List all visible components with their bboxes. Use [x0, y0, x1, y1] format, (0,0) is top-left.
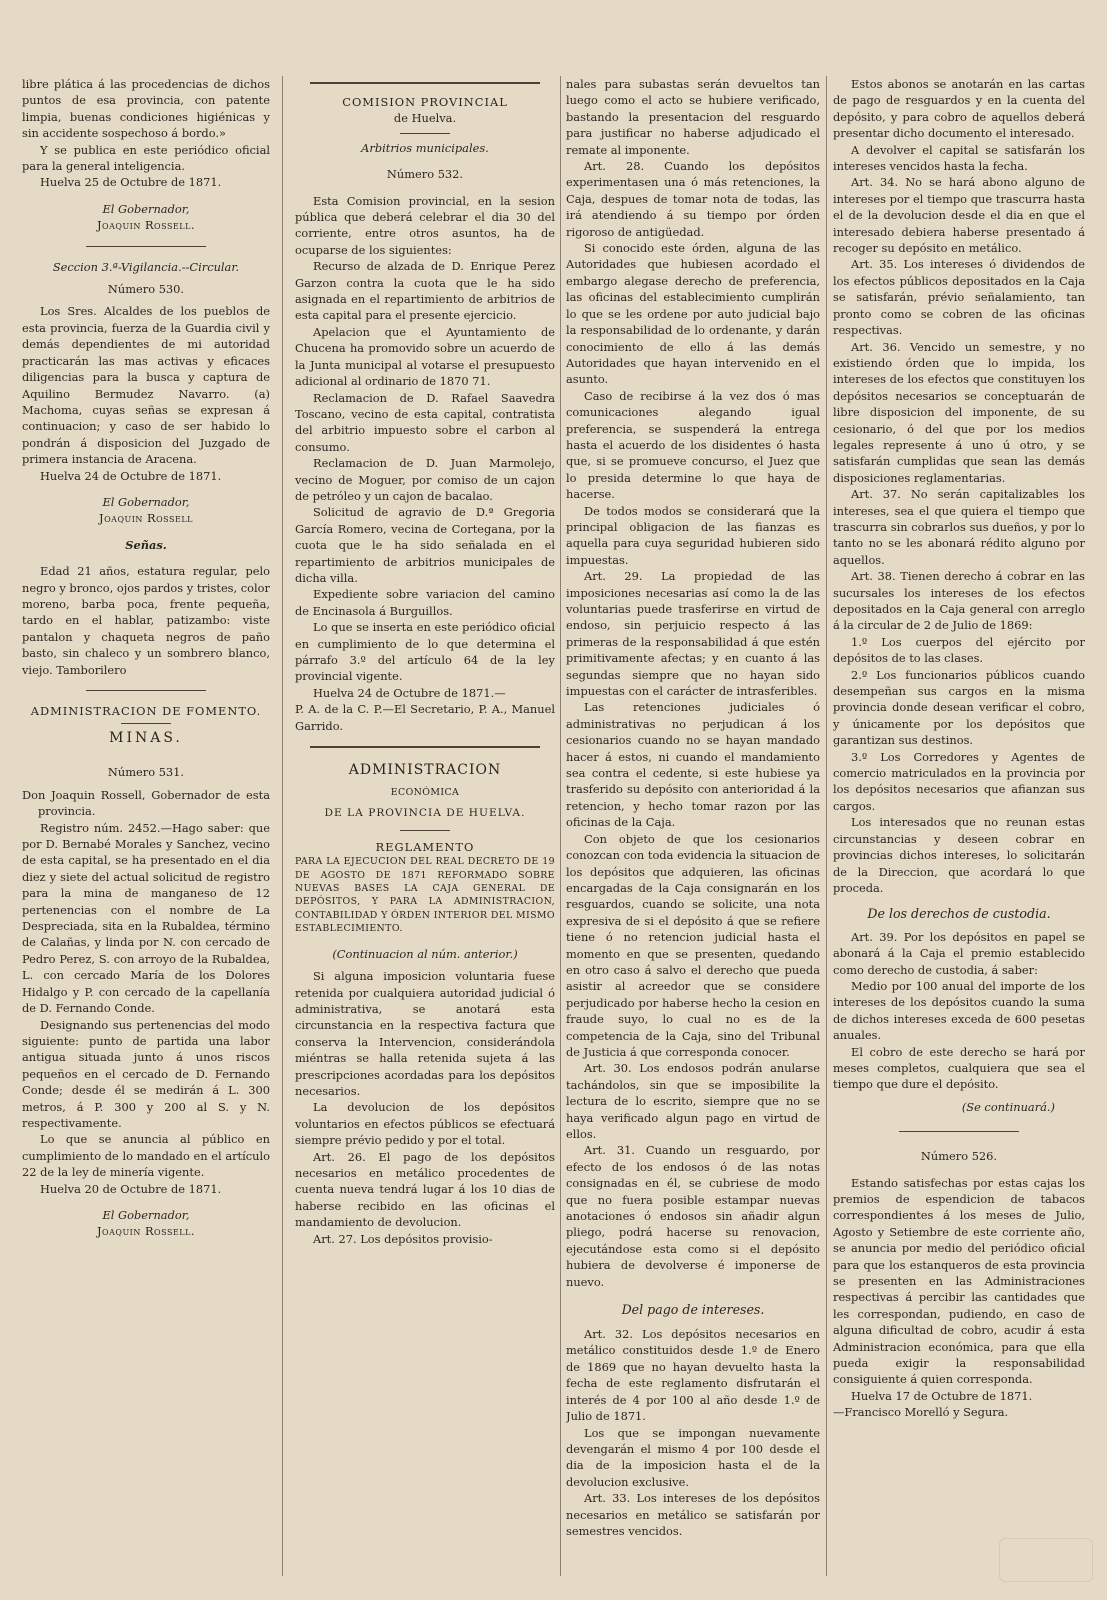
- section-heading: ADMINISTRACION: [348, 762, 502, 779]
- article: Art. 39. Por los depósitos en papel se abonará á la Caja el premio establecido como derecho de custodia, á saber:: [833, 929, 1085, 977]
- article: Art. 37. No serán capitalizables los intereses, sea el que quiera el tiempo que trascurra sin cobrarlos sus dueños, y por lo tanto no se les abonará rédito alguno por aquellos.: [833, 487, 1085, 567]
- signature-name: Joaquin Rossell.: [96, 1224, 196, 1239]
- section-heading: ADMINISTRACION DE FOMENTO.: [30, 704, 262, 718]
- paragraph: El cobro de este derecho se hará por meses completos, cualquiera que sea el tiempo que dure el depósito.: [833, 1044, 1085, 1092]
- paragraph: Solicitud de agravio de D.ª Gregoria García Romero, vecina de Cortegana, por la cuota que le ha sido señalada en el repartimiento de arbitrios municipales de dicha villa.: [295, 505, 555, 585]
- notice-number: Número 532.: [386, 167, 464, 182]
- paragraph: Reclamacion de D. Juan Marmolejo, vecino de Moguer, por comiso de un cajon de petróleo y un cajon de bacalao.: [295, 456, 555, 503]
- section-heading: Señas.: [125, 537, 167, 552]
- article: Art. 34. No se hará abono alguno de intereses por el tiempo que trascurra hasta el de la devolucion desde el dia en que el interesado debiera haberse presentado á recoger su depósito en metálico.: [833, 175, 1085, 256]
- article: Art. 31. Cuando un resguardo, por efecto de los endosos ó de las notas consignadas en él, se cubriese de modo que no fuera posible estampar nuevas anotaciones ó endosos sin añadir algun pliego, podrá hacerse su renovacion, ejecutándose esta como si el depósito hubiera de devolverse é imponerse de nuevo.: [566, 1143, 820, 1289]
- column-1: [22, 76, 270, 1240]
- continuation-note: (Continuacion al núm. anterior.): [332, 946, 518, 961]
- paragraph: La devolucion de los depósitos voluntarios en efectos públicos se efectuará siempre prévio pedido y por el total.: [295, 1100, 555, 1148]
- section-heading: COMISION PROVINCIAL: [342, 95, 508, 109]
- notice-number: Número 530.: [107, 282, 185, 297]
- divider: [86, 690, 206, 691]
- divider: [310, 82, 540, 84]
- list-item: 3.º Los Corredores y Agentes de comercio matriculados en la provincia por los depósitos necesarios que afianzan sus cargos.: [833, 749, 1085, 813]
- article: Art. 35. Los intereses ó dividendos de los efectos públicos depositados en la Caja se satisfarán, prévio señalamiento, tan pronto como se cobren de las oficinas respectivas.: [833, 257, 1085, 338]
- article: Art. 29. La propiedad de las imposiciones necesarias así como la de las voluntarias puede trasferirse en virtud de endoso, sin perjuicio respecto á las primeras de la responsabilidad á que estén primitivamente afectas; y en cuanto á las segundas siempre que no hayan sido impuestas con el carácter de intrasferibles.: [566, 569, 820, 699]
- divider: [899, 1131, 1019, 1132]
- paragraph: Estando satisfechas por estas cajas los premios de espendicion de tabacos correspondientes á los meses de Julio, Agosto y Setiembre de este corriente año, se anuncia por medio del periódico oficial para que los estanqueros de esta provincia se presenten en las Administraciones respectivas á percibir las cantidades que les correspondan, pudiendo, en caso de alguna dificultad de cobro, acudir á esta Administracion económica, para que ella pueda exigir la responsabilidad consiguiente á quien corresponda.: [833, 1175, 1085, 1387]
- list-item: 2.º Los funcionarios públicos cuando desempeñan sus cargos en la misma provincia donde desean verificar el cobro, y únicamente por los depósitos que garantizan sus destinos.: [833, 667, 1085, 748]
- column-4: [833, 76, 1085, 1421]
- section-heading: Del pago de intereses.: [621, 1302, 765, 1318]
- section-heading: Arbitrios municipales.: [361, 140, 489, 155]
- divider: [310, 746, 540, 748]
- section-heading: MINAS.: [109, 730, 183, 747]
- paragraph: Lo que se anuncia al público en cumplimiento de lo mandado en el artículo 22 de la ley de minería vigente.: [22, 1132, 270, 1180]
- divider: [400, 133, 450, 134]
- section-heading: REGLAMENTO: [375, 839, 475, 854]
- date-line: Huelva 25 de Octubre de 1871.: [40, 175, 222, 190]
- divider: [86, 246, 206, 247]
- library-stamp: [999, 1538, 1093, 1582]
- paragraph: A devolver el capital se satisfarán los intereses vencidos hasta la fecha.: [833, 142, 1085, 174]
- column-2: [295, 76, 555, 1247]
- date-line: Huelva 17 de Octubre de 1871.: [851, 1388, 1033, 1403]
- paragraph: Si alguna imposicion voluntaria fuese retenida por cualquiera autoridad judicial ó administrativa, se anotará esta circunstancia en la respectiva factura que conserva la Intervencion, considerándola miéntras se halla retenida sujeta á las prescripciones acordadas para los depósitos necesarios.: [295, 969, 555, 1098]
- article: Art. 28. Cuando los depósitos experimentasen una ó más retenciones, la Caja, despues de tomar nota de todas, las irá atendiendo á su tiempo por órden rigoroso de antigüedad.: [566, 159, 820, 239]
- paragraph: Estos abonos se anotarán en las cartas de pago de resguardos y en la cuenta del depósito, y para cobro de aquellos deberá presentar dicho documento el interesado.: [833, 77, 1085, 141]
- paragraph: nales para subastas serán devueltos tan luego como el acto se hubiere verificado, bastando la presentacion del resguardo para justificar no haberse adjudicado el remate al imponente.: [566, 77, 820, 157]
- signature-name: Joaquin Rossell: [99, 511, 193, 526]
- signature-line: P. A. de la C. P.—El Secretario, P. A., Manuel Garrido.: [295, 702, 555, 733]
- column-divider: [282, 76, 283, 1576]
- paragraph: Si conocido este órden, alguna de las Autoridades que hubiesen acordado el embargo alegase derecho de preferencia, las oficinas del establecimiento cumplirán lo que se les ordene por auto judicial bajo la responsabilidad de lo ordenante, y darán conocimiento de ello á las demás Autoridades que hayan intervenido en el asunto.: [566, 241, 820, 387]
- paragraph: PARA LA EJECUCION DEL REAL DECRETO DE 19 DE AGOSTO DE 1871 REFORMADO SOBRE NUEVAS BASES LA CAJA GENERAL DE DEPÓSITOS, Y PARA LA ADMINISTRACION, CONTABILIDAD Y ÓRDEN INTERIOR DEL MISMO ESTABLECIMIENTO.: [295, 856, 555, 935]
- section-subheading: ECONÓMICA: [390, 787, 460, 799]
- signature-title: El Gobernador,: [102, 1207, 190, 1222]
- column-divider: [560, 76, 561, 1576]
- paragraph: Designando sus pertenencias del modo siguiente: punto de partida una labor antigua situada junto á unos riscos pequeños en el cercado de D. Fernando Conde; desde él se medirán á L. 300 metros, á P. 300 y 200 al S. y N. respectivamente.: [22, 1017, 270, 1130]
- paragraph: Medio por 100 anual del importe de los intereses de los depósitos cuando la suma de dichos intereses exceda de 600 pesetas anuales.: [833, 978, 1085, 1043]
- paragraph: Las retenciones judiciales ó administrativas no perjudican á los cesionarios cuando no se hayan mandado hacer á estos, ni cuando el mandamiento sea contra el cedente, si este hubiese ya trasferido su depósito con anterioridad á la retencion, y hecho tomar razon por las oficinas de la Caja.: [566, 700, 820, 830]
- section-subheading: DE LA PROVINCIA DE HUELVA.: [324, 807, 526, 820]
- article: Art. 27. Los depósitos provisio-: [313, 1231, 493, 1246]
- continuation-note: (Se continuará.): [961, 1099, 1055, 1114]
- signature-title: El Gobernador,: [102, 494, 190, 509]
- paragraph: Y se publica en este periódico oficial para la general inteligencia.: [22, 142, 270, 174]
- paragraph: Registro núm. 2452.—Hago saber: que por D. Bernabé Morales y Sanchez, vecino de esta capital, se ha presentado en el dia diez y siete del actual solicitud de registro para la mina de manganeso de 12 pertenencias con el nombre de La Despreciada, sita en la Rubaldea, término de Calañas, y linda por N. con cercado de Pedro Perez, S. con arroyo de la Rubaldea, L. con cercado María de los Dolores Hidalgo y P. con cercado de la capellanía de D. Fernando Conde.: [22, 820, 270, 1016]
- notice-number: Número 526.: [920, 1149, 998, 1164]
- article: Art. 38. Tienen derecho á cobrar en las sucursales los intereses de los efectos depositados en la Caja general con arreglo á la circular de 2 de Julio de 1869:: [833, 569, 1085, 633]
- section-subheading: de Huelva.: [393, 111, 457, 126]
- date-line: Huelva 24 de Octubre de 1871.—: [313, 685, 506, 700]
- article: Art. 32. Los depósitos necesarios en metálico constituidos desde 1.º de Enero de 1869 que no hayan devuelto hasta la fecha de este reglamento disfrutarán el interés de 4 por 100 al año desde 1.º de Julio de 1871.: [566, 1327, 820, 1424]
- paragraph: libre plática á las procedencias de dichos puntos de esa provincia, con patente limpia, buenas condiciones higiénicas y sin accidente sospechoso á bordo.»: [22, 77, 270, 141]
- signature-name: Joaquin Rossell.: [96, 218, 196, 233]
- paragraph: Caso de recibirse á la vez dos ó mas comunicaciones alegando igual preferencia, se suspenderá la entrega hasta el acuerdo de los disidentes ó hasta que, si se promueve concurso, el Juez que lo presida determine lo que haya de hacerse.: [566, 388, 820, 502]
- article: Art. 33. Los intereses de los depósitos necesarios en metálico se satisfarán por semestres vencidos.: [566, 1491, 820, 1538]
- signature-line: —Francisco Morelló y Segura.: [833, 1405, 1009, 1420]
- section-heading: De los derechos de custodia.: [867, 906, 1051, 922]
- column-divider: [826, 76, 827, 1576]
- paragraph: Con objeto de que los cesionarios conozcan con toda evidencia la situacion de los depósitos que adquieren, las oficinas encargadas de la Caja consignarán en los resguardos, cuando se solicite, una nota expresiva de si el depósito á que se refiere tiene ó no retencion judicial hasta el momento en que se presenten, quedando en otro caso á salvo el derecho que pueda asistir al acreedor que se considere perjudicado por haberse hecho la cesion en fraude suyo, lo cual no es de la competencia de la Caja, sino del Tribunal de Justicia á que corresponda conocer.: [566, 831, 820, 1059]
- signature-title: El Gobernador,: [102, 201, 190, 216]
- paragraph: Reclamacion de D. Rafael Saavedra Toscano, vecino de esta capital, contratista del arbitrio impuesto sobre el carbon al consumo.: [295, 390, 555, 454]
- date-line: Huelva 24 de Octubre de 1871.: [40, 468, 222, 483]
- article: Art. 26. El pago de los depósitos necesarios en metálico procedentes de cuenta nueva tendrá lugar á los 10 dias de haberse recibido en las oficinas el mandamiento de devolucion.: [295, 1149, 555, 1230]
- divider: [121, 723, 171, 724]
- divider: [400, 830, 450, 831]
- date-line: Huelva 20 de Octubre de 1871.: [40, 1181, 222, 1196]
- paragraph: Apelacion que el Ayuntamiento de Chucena ha promovido sobre un acuerdo de la Junta municipal al votarse el presupuesto adicional al ordinario de 1870 71.: [295, 324, 555, 389]
- notice-number: Número 531.: [107, 765, 185, 780]
- article: Art. 30. Los endosos podrán anularse tachándolos, sin que se imposibilite la lectura de lo escrito, siempre que no se haya verificado algun pago en virtud de ellos.: [566, 1061, 820, 1141]
- paragraph: Don Joaquin Rossell, Gobernador de esta provincia.: [22, 787, 270, 819]
- paragraph: Los interesados que no reunan estas circunstancias y deseen cobrar en provincias dichos intereses, lo solicitarán de la Direccion, que acordará lo que proceda.: [833, 815, 1085, 895]
- paragraph: Lo que se inserta en este periódico oficial en cumplimiento de lo que determina el párrafo 3.º del artículo 64 de la ley provincial vigente.: [295, 620, 555, 684]
- article: Art. 36. Vencido un semestre, y no existiendo órden que lo impida, los intereses de los efectos que constituyen los depósitos necesarios se conceptuarán de libre disposicion del imponente, de su cesionario, ó del que por los medios legales represente á uno ú otro, y se satisfarán cumplidas que sean las demás disposiciones reglamentarias.: [833, 339, 1085, 485]
- column-3: [566, 76, 820, 1539]
- paragraph: Expediente sobre variacion del camino de Encinasola á Burguillos.: [295, 587, 555, 618]
- paragraph: Esta Comision provincial, en la sesion pública que deberá celebrar el dia 30 del corriente, entre otros asuntos, ha de ocuparse de los siguientes:: [295, 193, 555, 257]
- paragraph: Los que se impongan nuevamente devengarán el mismo 4 por 100 desde el dia de la imposicion hasta el de la devolucion exclusive.: [566, 1425, 820, 1489]
- paragraph: De todos modos se considerará que la principal obligacion de las fianzas es aquella para cuya seguridad hubieren sido impuestas.: [566, 503, 820, 567]
- section-heading: Seccion 3.ª-Vigilancia.--Circular.: [52, 259, 240, 274]
- paragraph: Recurso de alzada de D. Enrique Perez Garzon contra la cuota que le ha sido asignada en el repartimiento de arbitrios de esta capital para el presente ejercicio.: [295, 259, 555, 323]
- list-item: 1.º Los cuerpos del ejército por depósitos de to las clases.: [833, 634, 1085, 666]
- paragraph: Los Sres. Alcaldes de los pueblos de esta provincia, fuerza de la Guardia civil y demás dependientes de mi autoridad practicarán las mas activas y eficaces diligencias para la busca y captura de Aquilino Bermudez Navarro. (a) Machoma, cuyas señas se expresan á continuacion; y caso de ser habido lo pondrán á disposicion del Juzgado de primera instancia de Aracena.: [22, 304, 270, 467]
- paragraph: Edad 21 años, estatura regular, pelo negro y bronco, ojos pardos y tristes, color moreno, barba poca, frente pequeña, tardo en el hablar, patizambo: viste pantalon y chaqueta negros de paño basto, sin chaleco y un sombrero blanco, viejo. Tamborilero: [22, 564, 270, 677]
